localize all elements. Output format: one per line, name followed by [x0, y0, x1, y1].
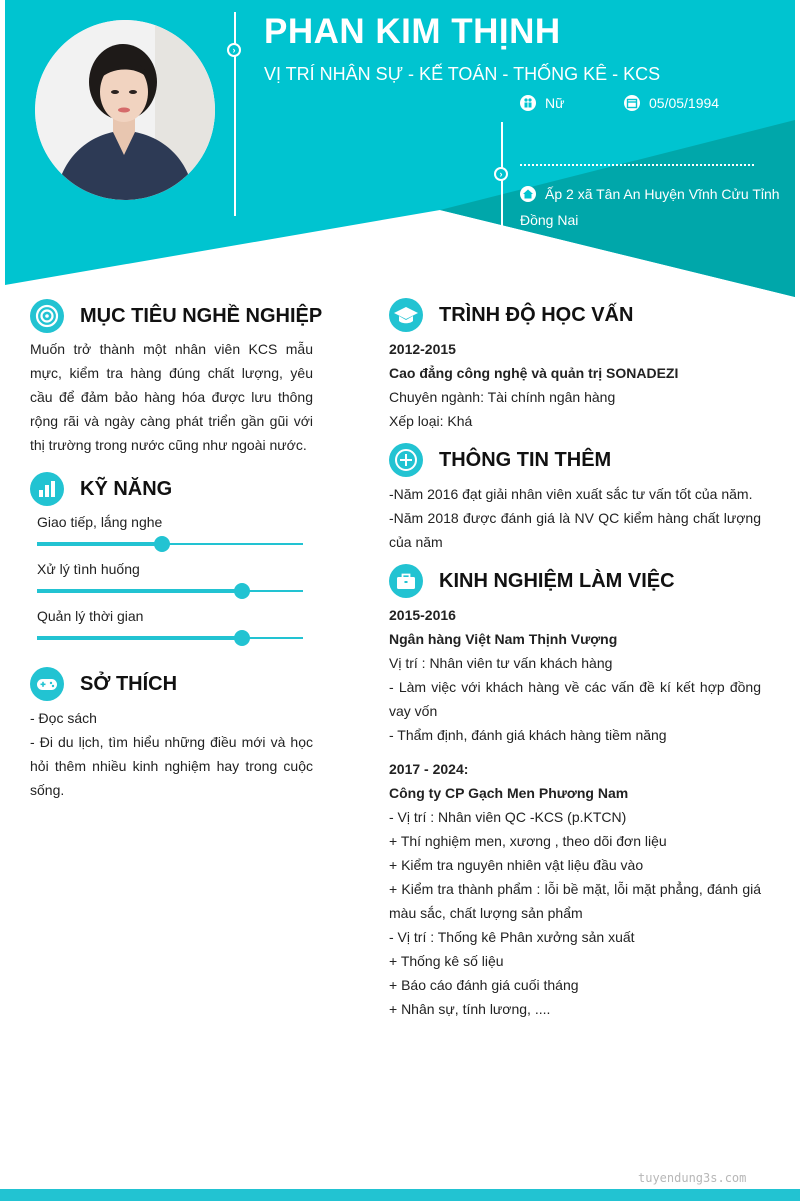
portrait-image — [35, 20, 215, 200]
skill-knob — [234, 583, 250, 599]
skills-heading — [30, 472, 172, 506]
gender-icon — [520, 95, 536, 111]
skill-label: Quản lý thời gian — [37, 608, 144, 624]
timeline-dot: › — [227, 43, 241, 57]
extra-info-title: THÔNG TIN THÊM — [439, 448, 612, 471]
address-info — [520, 181, 780, 233]
education-period: 2012-2015 — [389, 341, 456, 357]
chart-icon — [30, 472, 64, 506]
job-period: 2017 - 2024: — [389, 761, 469, 777]
contact-blank-line — [520, 154, 754, 166]
hobbies-title: SỞ THÍCH — [80, 672, 178, 695]
job-company: Ngân hàng Việt Nam Thịnh Vượng — [389, 631, 618, 647]
job-line: + Nhân sự, tính lương, .... — [389, 1001, 551, 1017]
timeline-dot: › — [494, 167, 508, 181]
skill-knob — [154, 536, 170, 552]
graduation-cap-icon — [389, 298, 423, 332]
education-major: Chuyên ngành: Tài chính ngân hàng — [389, 389, 616, 405]
job-line: - Vị trí : Nhân viên QC -KCS (p.KTCN) — [389, 809, 627, 825]
hobbies-list — [30, 706, 313, 802]
objective-title: MỤC TIÊU NGHỀ NGHIỆP — [80, 304, 323, 327]
skill-fill — [37, 542, 162, 546]
skill-item — [37, 514, 303, 545]
skill-knob — [234, 630, 250, 646]
skill-label: Giao tiếp, lắng nghe — [37, 514, 163, 530]
birthdate-value: 05/05/1994 — [649, 95, 720, 111]
skill-fill — [37, 589, 242, 593]
hobbies-heading — [30, 667, 177, 701]
skill-item — [37, 561, 303, 592]
target-position: VỊ TRÍ NHÂN SỰ - KẾ TOÁN - THỐNG KÊ - KCS — [264, 64, 661, 84]
extra-info-heading — [389, 443, 611, 477]
extra-info-line: -Năm 2018 được đánh giá là NV QC kiểm hàng chất lượng của năm — [389, 510, 761, 550]
target-icon — [30, 299, 64, 333]
gender-value: Nữ — [545, 95, 565, 111]
job-line: + Thí nghiệm men, xương , theo dõi đơn liệu — [389, 833, 667, 849]
experience-job — [389, 603, 761, 747]
skill-label: Xử lý tình huống — [37, 561, 140, 577]
hobby-line: - Đọc sách — [30, 710, 97, 726]
briefcase-icon — [389, 564, 423, 598]
education-title: TRÌNH ĐỘ HỌC VẤN — [439, 303, 634, 326]
watermark: tuyendung3s.com — [638, 1171, 747, 1185]
objective-text: Muốn trở thành một nhân viên KCS mẫu mực, kiểm tra hàng đúng chất lượng, yêu cầu để đảm bảo hàng hóa được lưu thông rộng rãi và ngày càng phát triển gần gũi với thị trường trong nước cũng như ngoài nước. — [30, 341, 313, 453]
gamepad-icon — [30, 667, 64, 701]
job-line: + Kiểm tra nguyên nhiên vật liệu đầu vào — [389, 857, 644, 873]
address-value: Ấp 2 xã Tân An Huyện Vĩnh Cửu Tỉnh Đồng Nai — [520, 186, 780, 228]
experience-job — [389, 757, 761, 1021]
education-grade: Xếp loại: Khá — [389, 413, 473, 429]
objective-heading — [30, 299, 322, 333]
job-line: - Làm việc với khách hàng về các vấn đề kí kết hợp đồng vay vốn — [389, 679, 761, 719]
experience-title: KINH NGHIỆM LÀM VIỆC — [439, 569, 675, 592]
education-details — [389, 337, 761, 433]
calendar-icon — [624, 95, 640, 111]
job-line: - Thẩm định, đánh giá khách hàng tiềm năng — [389, 727, 667, 743]
job-line: + Báo cáo đánh giá cuối tháng — [389, 977, 579, 993]
gender-info — [520, 95, 564, 111]
extra-info-line: -Năm 2016 đạt giải nhân viên xuất sắc tư vấn tốt của năm. — [389, 486, 753, 502]
job-line: - Vị trí : Thống kê Phân xưởng sản xuất — [389, 929, 635, 945]
home-icon — [520, 186, 536, 202]
candidate-name: PHAN KIM THỊNH — [264, 12, 561, 51]
extra-info-list — [389, 482, 761, 554]
job-company: Công ty CP Gạch Men Phương Nam — [389, 785, 629, 801]
birthdate-info — [624, 95, 719, 111]
skill-track — [37, 637, 303, 639]
education-heading — [389, 298, 633, 332]
education-school: Cao đẳng công nghệ và quản trị SONADEZI — [389, 365, 679, 381]
skill-track — [37, 590, 303, 592]
plus-circle-icon — [389, 443, 423, 477]
skill-track — [37, 543, 303, 545]
job-period: 2015-2016 — [389, 607, 456, 623]
avatar — [35, 20, 215, 200]
hobby-line: - Đi du lịch, tìm hiểu những điều mới và học hỏi thêm nhiều kinh nghiệm hay trong cuộc sống. — [30, 734, 313, 798]
skill-item — [37, 608, 303, 639]
job-line: + Thống kê số liệu — [389, 953, 504, 969]
job-line: + Kiểm tra thành phẩm : lỗi bề mặt, lỗi mặt phẳng, đánh giá màu sắc, chất lượng sản phẩm — [389, 881, 761, 921]
job-line: Vị trí : Nhân viên tư vấn khách hàng — [389, 655, 613, 671]
footer-bar — [0, 1189, 800, 1201]
skill-fill — [37, 636, 242, 640]
skills-title: KỸ NĂNG — [80, 477, 173, 500]
experience-heading — [389, 564, 675, 598]
